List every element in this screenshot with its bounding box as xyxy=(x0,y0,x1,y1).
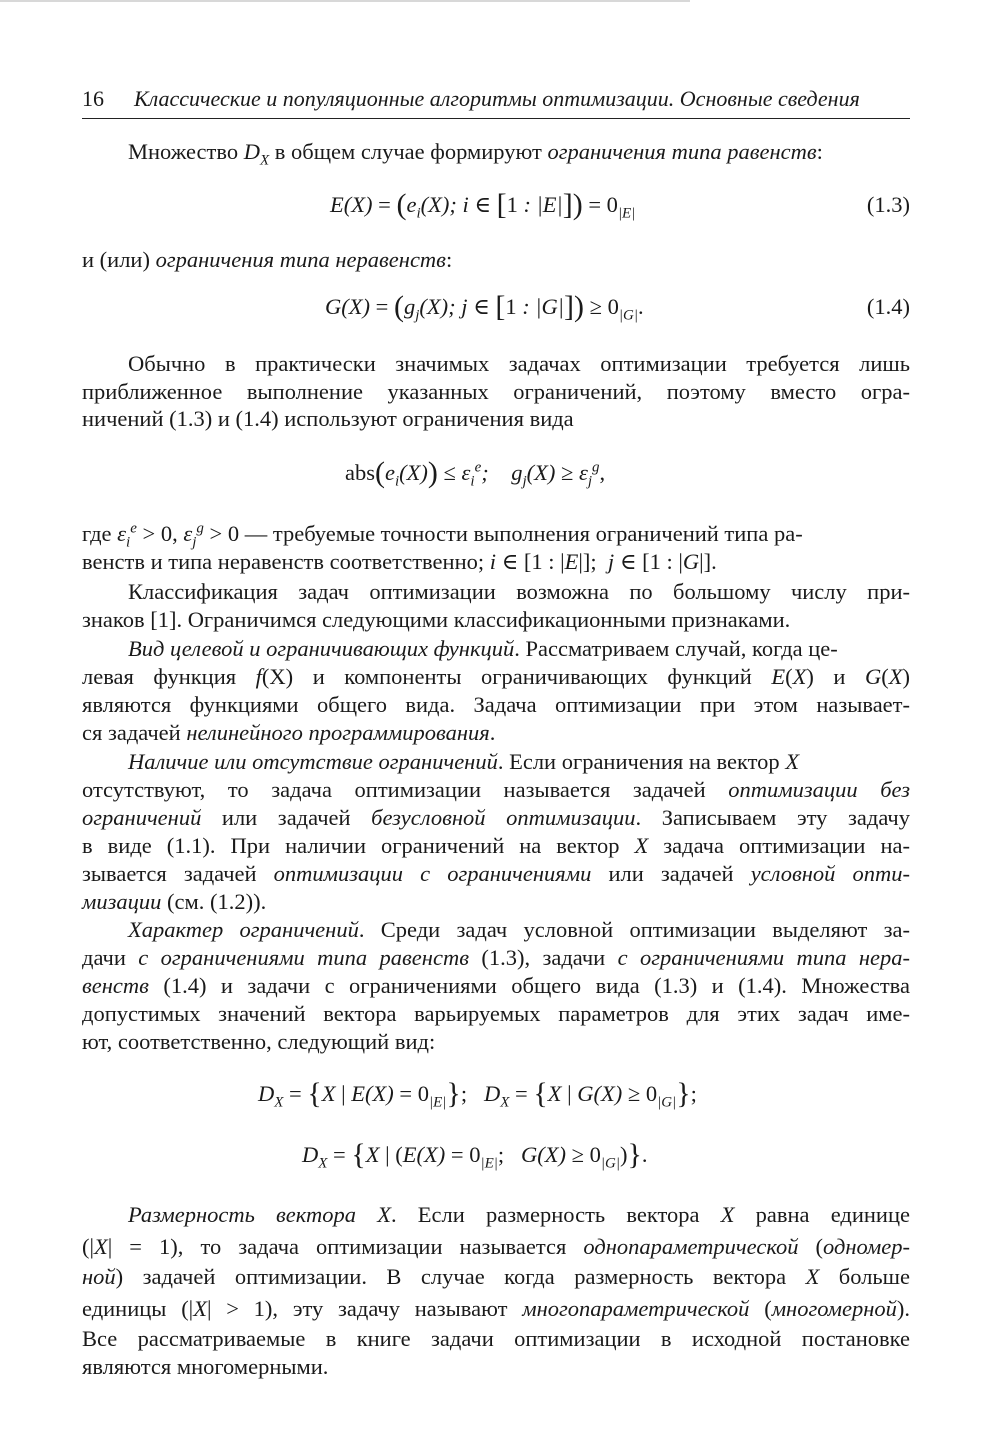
character-line-5: ют, соответственно, следующий вид: xyxy=(82,1029,436,1054)
running-title: Классические и популяционные алгоритмы оптимизации. Основные сведения xyxy=(134,86,860,111)
dim-line-5: Все рассматриваемые в книге задачи оптимизации в исходной постановке xyxy=(82,1326,910,1351)
para1-line-2: приближенное выполнение указанных ограничений, поэтому вместо огра- xyxy=(82,379,910,404)
dim-line-1: Размерность вектора X. Если размерность вектора X равна единице xyxy=(128,1202,910,1227)
kind-line-1: Вид целевой и ограничивающих функций. Рассматриваем случай, когда це- xyxy=(128,636,838,661)
page-number: 16 xyxy=(82,86,104,111)
equation-1-3-label: (1.3) xyxy=(866,192,910,217)
feasible-set-formula-1: $D_X = \{X$ | $E(X) = 0_{|E|}$}; $D_X = \{X$ | $G(X) \ge 0_{|G|}$}; xyxy=(258,1077,697,1111)
where-line-2: венств и типа неравенств соответственно; i ∈ [1 : |E|]; j ∈ [1 : |G|]. xyxy=(82,549,717,574)
kind-line-2: левая функция f(X) и компоненты ограничивающих функций E(X) и G(X) xyxy=(82,664,910,689)
para1-line-1: Обычно в практически значимых задачах оптимизации требуется лишь xyxy=(128,351,910,376)
running-header xyxy=(82,84,910,119)
character-line-1: Характер ограничений. Среди задач условной оптимизации выделяют за- xyxy=(128,917,911,942)
equation-1-4: $G(X) = (g_j(X)$; j ∈ [1 : $|G|]) \ge 0_{|G|}$. xyxy=(325,290,644,324)
dim-line-2: (|X| = 1), то задача оптимизации называется однопараметрической (одномер- xyxy=(82,1234,911,1259)
character-line-4: допустимых значений вектора варьируемых параметров для этих задач име- xyxy=(82,1001,910,1026)
dim-line-3: ной) задачей оптимизации. В случае когда размерность вектора X больше xyxy=(82,1264,910,1289)
character-line-3: венств (1.4) и задачи с ограничениями общего вида (1.3) и (1.4). Множества xyxy=(82,973,910,998)
dim-line-4: единицы (|X| > 1), эту задачу называют многопараметрической (многомерной). xyxy=(82,1296,911,1321)
kind-line-4: ся задачей нелинейного программирования. xyxy=(82,720,496,745)
classif-line-1: Классификация задач оптимизации возможна по большому числу при- xyxy=(128,579,910,604)
equation-1-4-label: (1.4) xyxy=(866,294,910,319)
presence-line-3: ограничений или задачей безусловной оптимизации. Записываем эту задачу xyxy=(82,805,910,830)
presence-line-6: мизации (см. (1.2)). xyxy=(82,889,267,914)
scan-edge-line xyxy=(0,0,690,2)
kind-line-3: являются функциями общего вида. Задача оптимизации при этом называет- xyxy=(82,692,910,717)
presence-line-1: Наличие или отсутствие ограничений. Если ограничения на вектор X xyxy=(128,749,800,774)
classif-line-2: знаков [1]. Ограничимся следующими классификационными признаками. xyxy=(82,607,791,632)
where-line-1: где $\varepsilon_i^e > 0$, $\varepsilon_j^g > 0$ — требуемые точности выполнения ограничений типа ра- xyxy=(82,520,803,551)
para1-line-3: ничений (1.3) и (1.4) используют ограничения вида xyxy=(82,406,574,431)
feasible-set-formula-2: $D_X = \{X$ | ($E(X) = 0_{|E|}$; $G(X) \ge 0_{|G|}$)}. xyxy=(302,1138,648,1172)
character-line-2: дачи с ограничениями типа равенств (1.3), задачи с ограничениями типа нера- xyxy=(82,945,911,970)
equation-1-3: $E(X) = (e_i(X)$; i ∈ [1 : $|E|]) = 0_{|E|}$ xyxy=(330,188,636,222)
presence-line-5: зывается задачей оптимизации с ограничениями или задачей условной опти- xyxy=(82,861,911,886)
presence-line-2: отсутствуют, то задача оптимизации называется задачей оптимизации без xyxy=(82,777,910,802)
intro-line: Множество $D_X$ в общем случае формируют ограничения типа равенств: xyxy=(128,139,823,169)
presence-line-4: в виде (1.1). При наличии ограничений на вектор X задача оптимизации на- xyxy=(82,833,910,858)
tolerance-formula: $abs(e_i(X)) \le \varepsilon_i^e$; $g_j(X) \ge \varepsilon_j^g$, xyxy=(345,456,606,490)
dim-line-6: являются многомерными. xyxy=(82,1354,329,1379)
andor-line: и (или) ограничения типа неравенств: xyxy=(82,247,453,272)
